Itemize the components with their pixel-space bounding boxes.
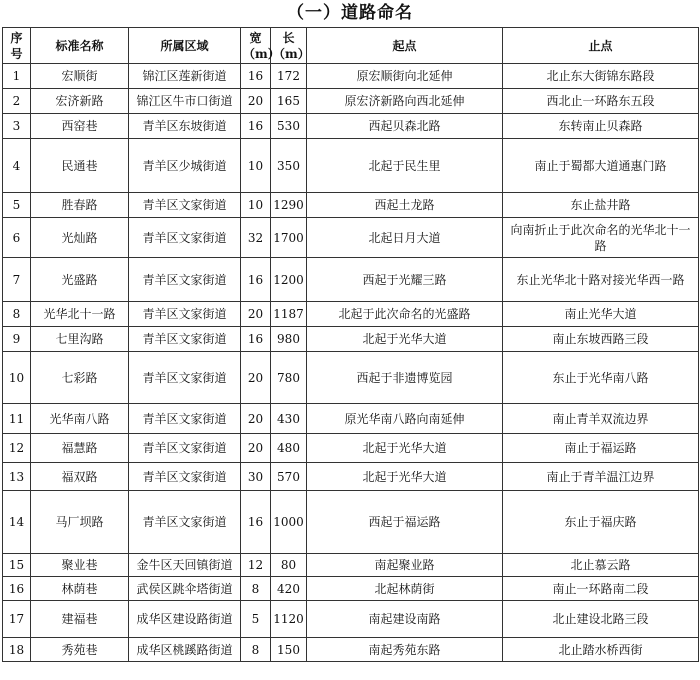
road-width: 5 (241, 601, 271, 638)
road-start: 北起于此次命名的光盛路 (307, 302, 503, 327)
row-index: 8 (3, 302, 31, 327)
table-row (3, 218, 699, 258)
road-length: 172 (271, 64, 307, 89)
road-district: 青羊区文家街道 (129, 491, 241, 554)
road-width: 16 (241, 327, 271, 352)
row-index: 2 (3, 89, 31, 114)
road-width: 10 (241, 139, 271, 193)
road-length: 1700 (271, 218, 307, 258)
row-index: 11 (3, 404, 31, 434)
row-index: 9 (3, 327, 31, 352)
road-start: 原宏顺街向北延伸 (307, 64, 503, 89)
road-length: 165 (271, 89, 307, 114)
road-district: 青羊区少城街道 (129, 139, 241, 193)
road-width: 32 (241, 218, 271, 258)
road-start: 北起于民生里 (307, 139, 503, 193)
header-start: 起点 (307, 28, 503, 64)
road-district: 锦江区牛市口街道 (129, 89, 241, 114)
road-length: 570 (271, 463, 307, 491)
road-end: 南止光华大道 (503, 302, 699, 327)
road-district: 青羊区文家街道 (129, 218, 241, 258)
road-start: 北起于光华大道 (307, 327, 503, 352)
road-end: 南止东坡西路三段 (503, 327, 699, 352)
road-width: 30 (241, 463, 271, 491)
header-index: 序号 (3, 28, 31, 64)
road-end: 南止一环路南二段 (503, 577, 699, 601)
row-index: 4 (3, 139, 31, 193)
table-row (3, 463, 699, 491)
row-index: 1 (3, 64, 31, 89)
road-district: 金牛区天回镇街道 (129, 554, 241, 577)
road-start: 南起建设南路 (307, 601, 503, 638)
table-row (3, 258, 699, 302)
road-end: 东止光华北十路对接光华西一路 (503, 258, 699, 302)
road-district: 青羊区文家街道 (129, 302, 241, 327)
table-row (3, 64, 699, 89)
road-length: 350 (271, 139, 307, 193)
table-header-row (3, 28, 699, 64)
road-length: 530 (271, 114, 307, 139)
road-start: 北起于光华大道 (307, 463, 503, 491)
road-length: 1000 (271, 491, 307, 554)
road-end: 西北止一环路东五段 (503, 89, 699, 114)
road-start: 西起土龙路 (307, 193, 503, 218)
road-start: 北起日月大道 (307, 218, 503, 258)
road-end: 向南折止于此次命名的光华北十一路 (503, 218, 699, 258)
table-row (3, 193, 699, 218)
road-name: 马厂坝路 (31, 491, 129, 554)
road-name: 福慧路 (31, 434, 129, 463)
table-row (3, 404, 699, 434)
road-start: 西起于光耀三路 (307, 258, 503, 302)
table-row (3, 601, 699, 638)
road-width: 20 (241, 434, 271, 463)
road-district: 青羊区文家街道 (129, 352, 241, 404)
page-title: （一）道路命名 (287, 3, 413, 23)
header-district: 所属区域 (129, 28, 241, 64)
road-length: 80 (271, 554, 307, 577)
road-end: 东转南止贝森路 (503, 114, 699, 139)
road-end: 南止于蜀都大道通惠门路 (503, 139, 699, 193)
road-width: 10 (241, 193, 271, 218)
road-name: 光盛路 (31, 258, 129, 302)
table-row (3, 434, 699, 463)
road-length: 1120 (271, 601, 307, 638)
road-end: 东止于光华南八路 (503, 352, 699, 404)
road-width: 8 (241, 638, 271, 662)
row-index: 17 (3, 601, 31, 638)
road-district: 青羊区文家街道 (129, 463, 241, 491)
road-width: 16 (241, 258, 271, 302)
road-length: 480 (271, 434, 307, 463)
table-row (3, 89, 699, 114)
road-start: 原光华南八路向南延伸 (307, 404, 503, 434)
road-width: 20 (241, 404, 271, 434)
road-name: 七里沟路 (31, 327, 129, 352)
road-name: 建福巷 (31, 601, 129, 638)
road-district: 青羊区东坡街道 (129, 114, 241, 139)
road-width: 20 (241, 352, 271, 404)
header-end: 止点 (503, 28, 699, 64)
road-end: 东止于福庆路 (503, 491, 699, 554)
row-index: 13 (3, 463, 31, 491)
road-name: 光灿路 (31, 218, 129, 258)
road-length: 150 (271, 638, 307, 662)
road-name: 民通巷 (31, 139, 129, 193)
table-row (3, 577, 699, 601)
road-end: 南止青羊双流边界 (503, 404, 699, 434)
road-width: 12 (241, 554, 271, 577)
road-end: 北止东大街锦东路段 (503, 64, 699, 89)
road-width: 16 (241, 64, 271, 89)
road-length: 1290 (271, 193, 307, 218)
road-width: 20 (241, 302, 271, 327)
row-index: 16 (3, 577, 31, 601)
table-row (3, 302, 699, 327)
road-start: 南起秀苑东路 (307, 638, 503, 662)
road-name: 福双路 (31, 463, 129, 491)
road-end: 南止于青羊温江边界 (503, 463, 699, 491)
row-index: 3 (3, 114, 31, 139)
row-index: 5 (3, 193, 31, 218)
table-row (3, 491, 699, 554)
road-length: 420 (271, 577, 307, 601)
road-district: 锦江区莲新街道 (129, 64, 241, 89)
road-length: 780 (271, 352, 307, 404)
table-row (3, 352, 699, 404)
road-name: 林荫巷 (31, 577, 129, 601)
header-name: 标准名称 (31, 28, 129, 64)
road-width: 8 (241, 577, 271, 601)
road-naming-table (2, 27, 699, 662)
road-width: 20 (241, 89, 271, 114)
road-start: 西起贝森北路 (307, 114, 503, 139)
road-width: 16 (241, 491, 271, 554)
road-start: 西起于非遗博览园 (307, 352, 503, 404)
table-row (3, 114, 699, 139)
road-length: 1200 (271, 258, 307, 302)
road-start: 西起于福运路 (307, 491, 503, 554)
table-row (3, 554, 699, 577)
row-index: 18 (3, 638, 31, 662)
road-name: 胜春路 (31, 193, 129, 218)
road-end: 北止慕云路 (503, 554, 699, 577)
road-name: 光华北十一路 (31, 302, 129, 327)
row-index: 15 (3, 554, 31, 577)
table-row (3, 139, 699, 193)
road-district: 青羊区文家街道 (129, 434, 241, 463)
road-start: 北起林荫街 (307, 577, 503, 601)
road-start: 南起聚业路 (307, 554, 503, 577)
road-district: 成华区建设路街道 (129, 601, 241, 638)
road-length: 430 (271, 404, 307, 434)
table-row (3, 638, 699, 662)
road-district: 青羊区文家街道 (129, 193, 241, 218)
road-start: 原宏济新路向西北延伸 (307, 89, 503, 114)
road-name: 秀苑巷 (31, 638, 129, 662)
road-district: 青羊区文家街道 (129, 404, 241, 434)
road-district: 青羊区文家街道 (129, 327, 241, 352)
road-name: 宏济新路 (31, 89, 129, 114)
road-name: 七彩路 (31, 352, 129, 404)
road-end: 北止踏水桥西街 (503, 638, 699, 662)
row-index: 7 (3, 258, 31, 302)
road-end: 北止建设北路三段 (503, 601, 699, 638)
road-length: 1187 (271, 302, 307, 327)
road-name: 西窑巷 (31, 114, 129, 139)
road-start: 北起于光华大道 (307, 434, 503, 463)
road-end: 东止盐井路 (503, 193, 699, 218)
road-name: 聚业巷 (31, 554, 129, 577)
road-name: 光华南八路 (31, 404, 129, 434)
road-name: 宏顺街 (31, 64, 129, 89)
road-length: 980 (271, 327, 307, 352)
row-index: 14 (3, 491, 31, 554)
header-length: 长（m） (271, 28, 307, 64)
row-index: 10 (3, 352, 31, 404)
road-district: 成华区桃蹊路街道 (129, 638, 241, 662)
road-end: 南止于福运路 (503, 434, 699, 463)
road-district: 武侯区跳伞塔街道 (129, 577, 241, 601)
road-width: 16 (241, 114, 271, 139)
header-width: 宽（m） (241, 28, 271, 64)
road-district: 青羊区文家街道 (129, 258, 241, 302)
row-index: 12 (3, 434, 31, 463)
table-row (3, 327, 699, 352)
row-index: 6 (3, 218, 31, 258)
